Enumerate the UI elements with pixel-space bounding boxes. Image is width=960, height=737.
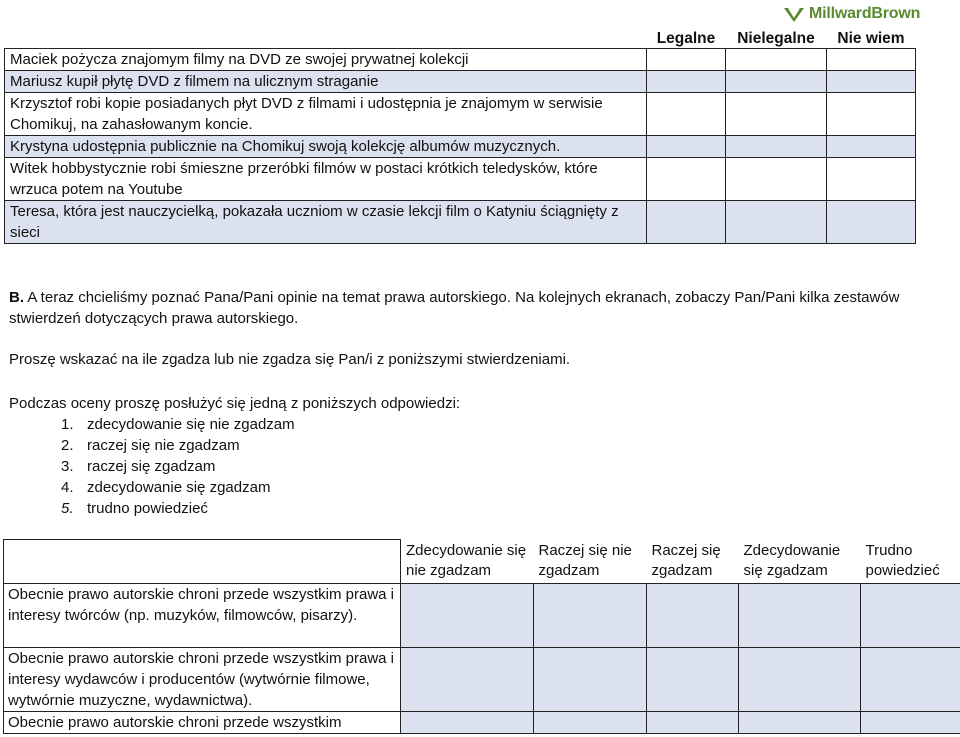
agreement-table bbox=[3, 539, 960, 734]
answer-cell-hard-to-say[interactable] bbox=[861, 712, 960, 734]
answer-cell-illegal[interactable] bbox=[726, 49, 827, 71]
logo-text: MillwardBrown bbox=[809, 5, 921, 22]
answer-cell-dont-know[interactable] bbox=[827, 71, 916, 93]
answer-cell-disagree[interactable] bbox=[534, 648, 647, 712]
statement-text: Obecnie prawo autorskie chroni przede wszystkim prawa i interesy twórców (np. muzyków, filmowców, pisarzy). bbox=[4, 584, 401, 648]
answer-cell-dont-know[interactable] bbox=[827, 136, 916, 158]
column-header-dont-know: Nie wiem bbox=[827, 30, 916, 49]
answer-options-list bbox=[61, 414, 295, 519]
column-header-illegal: Nielegalne bbox=[726, 30, 827, 49]
answer-cell-strongly-agree[interactable] bbox=[739, 648, 861, 712]
answer-cell-agree[interactable] bbox=[647, 648, 739, 712]
statement-text: Obecnie prawo autorskie chroni przede wszystkim prawa i interesy wydawców i producentów (wytwórnie filmowe, wytwórnie muzyczne, wydawnictwa). bbox=[4, 648, 401, 712]
answer-cell-dont-know[interactable] bbox=[827, 93, 916, 136]
answer-cell-strongly-disagree[interactable] bbox=[401, 712, 534, 734]
answer-cell-agree[interactable] bbox=[647, 712, 739, 734]
instruction-text: Proszę wskazać na ile zgadza lub nie zgadza się Pan/i z poniższymi stwierdzeniami. bbox=[9, 351, 571, 368]
section-b-intro bbox=[9, 287, 909, 329]
answer-cell-agree[interactable] bbox=[647, 584, 739, 648]
millwardbrown-logo bbox=[783, 3, 920, 25]
answer-cell-legal[interactable] bbox=[647, 158, 726, 201]
statement-text: Krystyna udostępnia publicznie na Chomikuj swoją kolekcję albumów muzycznych. bbox=[5, 136, 647, 158]
answer-cell-illegal[interactable] bbox=[726, 158, 827, 201]
answer-cell-strongly-disagree[interactable] bbox=[401, 584, 534, 648]
answer-cell-dont-know[interactable] bbox=[827, 49, 916, 71]
statement-text: Teresa, która jest nauczycielką, pokazała uczniom w czasie lekcji film o Katyniu ściągnięty z sieci bbox=[5, 201, 647, 244]
millwardbrown-logo-icon bbox=[783, 5, 805, 23]
legality-table bbox=[4, 30, 916, 244]
answer-cell-strongly-disagree[interactable] bbox=[401, 648, 534, 712]
column-header-disagree: Raczej się nie zgadzam bbox=[538, 541, 632, 579]
answer-cell-hard-to-say[interactable] bbox=[861, 584, 960, 648]
answer-cell-strongly-agree[interactable] bbox=[739, 712, 861, 734]
answer-cell-illegal[interactable] bbox=[726, 93, 827, 136]
column-header-legal: Legalne bbox=[647, 30, 726, 49]
answer-cell-legal[interactable] bbox=[647, 201, 726, 244]
answer-cell-disagree[interactable] bbox=[534, 584, 647, 648]
column-header-strongly-disagree: Zdecydowanie się nie zgadzam bbox=[406, 541, 527, 579]
statement-text: Krzysztof robi kopie posiadanych płyt DVD z filmami i udostępnia je znajomym w serwisie Chomikuj, na zahasłowanym koncie. bbox=[5, 93, 647, 136]
statement-text: Obecnie prawo autorskie chroni przede wszystkim bbox=[4, 712, 401, 734]
answer-cell-dont-know[interactable] bbox=[827, 201, 916, 244]
answer-cell-illegal[interactable] bbox=[726, 71, 827, 93]
list-item: 4. zdecydowanie się zgadzam bbox=[61, 479, 271, 496]
list-item: 2. raczej się nie zgadzam bbox=[61, 437, 240, 454]
answer-cell-disagree[interactable] bbox=[534, 712, 647, 734]
answer-cell-dont-know[interactable] bbox=[827, 158, 916, 201]
column-header-agree: Raczej się zgadzam bbox=[651, 541, 721, 579]
answer-cell-legal[interactable] bbox=[647, 71, 726, 93]
answer-cell-legal[interactable] bbox=[647, 136, 726, 158]
list-item: 5. trudno powiedzieć bbox=[61, 500, 208, 517]
section-marker: B. bbox=[9, 289, 24, 306]
answer-cell-illegal[interactable] bbox=[726, 201, 827, 244]
answer-cell-strongly-agree[interactable] bbox=[739, 584, 861, 648]
statement-text: Maciek pożycza znajomym filmy na DVD ze swojej prywatnej kolekcji bbox=[5, 49, 647, 71]
answer-cell-legal[interactable] bbox=[647, 93, 726, 136]
header-blank bbox=[4, 540, 401, 584]
column-header-strongly-agree: Zdecydowanie się zgadzam bbox=[743, 541, 841, 579]
header-blank bbox=[5, 30, 647, 49]
list-item: 3. raczej się zgadzam bbox=[61, 458, 216, 475]
answer-cell-illegal[interactable] bbox=[726, 136, 827, 158]
answer-cell-hard-to-say[interactable] bbox=[861, 648, 960, 712]
answer-cell-legal[interactable] bbox=[647, 49, 726, 71]
answer-prompt: Podczas oceny proszę posłużyć się jedną z poniższych odpowiedzi: bbox=[9, 395, 461, 412]
statement-text: Witek hobbystycznie robi śmieszne przeróbki filmów w postaci krótkich teledysków, które wrzuca potem na Youtube bbox=[5, 158, 647, 201]
section-b-text: A teraz chcieliśmy poznać Pana/Pani opinie na temat prawa autorskiego. Na kolejnych ekranach, zobaczy Pan/Pani kilka zestawów stwierdzeń dotyczących prawa autorskiego. bbox=[9, 289, 900, 327]
list-item: 1. zdecydowanie się nie zgadzam bbox=[61, 416, 295, 433]
column-header-hard-to-say: Trudno powiedzieć bbox=[865, 541, 940, 579]
statement-text: Mariusz kupił płytę DVD z filmem na ulicznym straganie bbox=[5, 71, 647, 93]
